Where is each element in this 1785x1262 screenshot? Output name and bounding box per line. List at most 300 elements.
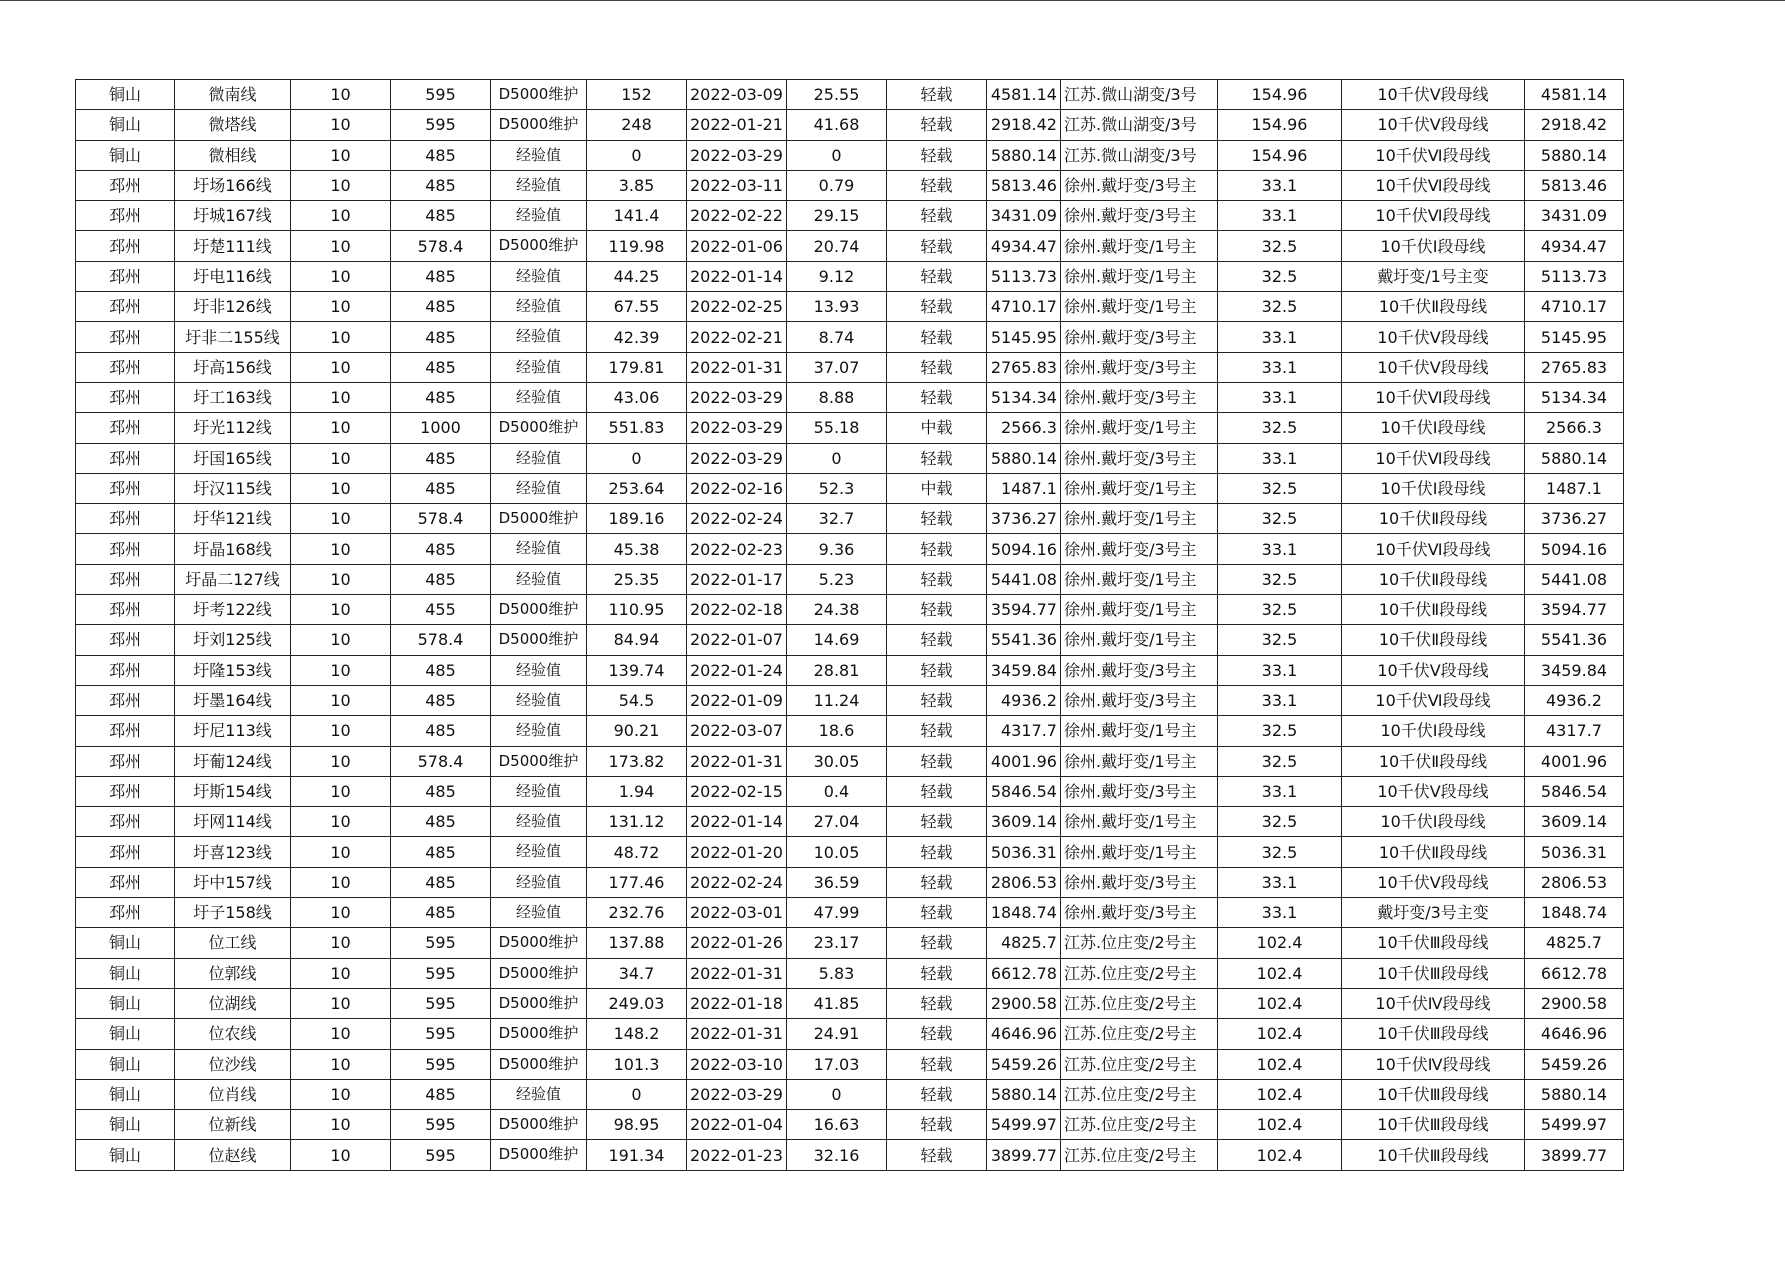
- cell-current: 101.3: [587, 1049, 687, 1079]
- cell-load-rate: 24.91: [786, 1019, 886, 1049]
- cell-available-capacity: 5459.26: [1524, 1049, 1623, 1079]
- cell-load-status: 轻载: [886, 837, 986, 867]
- cell-voltage: 10: [291, 988, 391, 1018]
- cell-current: 67.55: [587, 292, 687, 322]
- cell-transformer-value: 32.5: [1217, 473, 1341, 503]
- cell-margin: 5145.95: [986, 322, 1060, 352]
- table-row: [76, 807, 1624, 837]
- cell-rated-current: 485: [391, 898, 491, 928]
- cell-voltage: 10: [291, 443, 391, 473]
- cell-current: 45.38: [587, 534, 687, 564]
- cell-available-capacity: 3609.14: [1524, 807, 1623, 837]
- cell-substation: 江苏.微山湖变/3号: [1060, 110, 1217, 140]
- cell-bus-section: 10千伏Ⅱ段母线: [1341, 837, 1524, 867]
- cell-substation: 徐州.戴圩变/1号主: [1060, 625, 1217, 655]
- cell-data-source: 经验值: [491, 201, 587, 231]
- page-top-rule: [0, 0, 1785, 1]
- cell-region: 铜山: [76, 958, 175, 988]
- cell-line-name: 圩非二155线: [175, 322, 291, 352]
- cell-margin: 2765.83: [986, 352, 1060, 382]
- cell-substation: 徐州.戴圩变/3号主: [1060, 776, 1217, 806]
- cell-bus-section: 10千伏Ⅱ段母线: [1341, 292, 1524, 322]
- cell-data-source: 经验值: [491, 898, 587, 928]
- cell-available-capacity: 5134.34: [1524, 382, 1623, 412]
- cell-load-rate: 16.63: [786, 1110, 886, 1140]
- cell-margin: 4317.7: [986, 716, 1060, 746]
- cell-load-rate: 27.04: [786, 807, 886, 837]
- cell-date: 2022-02-16: [687, 473, 787, 503]
- cell-substation: 江苏.位庄变/2号主: [1060, 1079, 1217, 1109]
- cell-transformer-value: 32.5: [1217, 837, 1341, 867]
- cell-transformer-value: 33.1: [1217, 443, 1341, 473]
- cell-region: 邳州: [76, 473, 175, 503]
- cell-date: 2022-01-31: [687, 958, 787, 988]
- cell-current: 25.35: [587, 564, 687, 594]
- cell-load-rate: 5.83: [786, 958, 886, 988]
- cell-voltage: 10: [291, 716, 391, 746]
- cell-substation: 徐州.戴圩变/3号主: [1060, 867, 1217, 897]
- cell-substation: 徐州.戴圩变/1号主: [1060, 837, 1217, 867]
- cell-data-source: D5000维护: [491, 1140, 587, 1170]
- cell-available-capacity: 5036.31: [1524, 837, 1623, 867]
- cell-rated-current: 485: [391, 807, 491, 837]
- cell-margin: 2566.3: [986, 413, 1060, 443]
- cell-data-source: D5000维护: [491, 413, 587, 443]
- cell-voltage: 10: [291, 201, 391, 231]
- cell-rated-current: 455: [391, 595, 491, 625]
- cell-line-name: 微塔线: [175, 110, 291, 140]
- cell-voltage: 10: [291, 534, 391, 564]
- cell-line-name: 圩子158线: [175, 898, 291, 928]
- cell-data-source: D5000维护: [491, 928, 587, 958]
- cell-transformer-value: 32.5: [1217, 292, 1341, 322]
- cell-available-capacity: 4317.7: [1524, 716, 1623, 746]
- cell-transformer-value: 32.5: [1217, 261, 1341, 291]
- cell-available-capacity: 5113.73: [1524, 261, 1623, 291]
- cell-line-name: 圩汉115线: [175, 473, 291, 503]
- cell-current: 90.21: [587, 716, 687, 746]
- cell-margin: 5134.34: [986, 382, 1060, 412]
- cell-transformer-value: 154.96: [1217, 110, 1341, 140]
- cell-available-capacity: 4001.96: [1524, 746, 1623, 776]
- cell-load-rate: 32.7: [786, 504, 886, 534]
- table-row: [76, 140, 1624, 170]
- cell-date: 2022-02-23: [687, 534, 787, 564]
- cell-current: 131.12: [587, 807, 687, 837]
- cell-current: 191.34: [587, 1140, 687, 1170]
- cell-bus-section: 10千伏Ⅲ段母线: [1341, 1110, 1524, 1140]
- cell-load-status: 轻载: [886, 625, 986, 655]
- cell-transformer-value: 33.1: [1217, 867, 1341, 897]
- cell-rated-current: 485: [391, 443, 491, 473]
- cell-data-source: 经验值: [491, 443, 587, 473]
- cell-bus-section: 10千伏Ⅴ段母线: [1341, 322, 1524, 352]
- cell-bus-section: 10千伏Ⅴ段母线: [1341, 352, 1524, 382]
- cell-margin: 3609.14: [986, 807, 1060, 837]
- cell-date: 2022-02-24: [687, 504, 787, 534]
- cell-available-capacity: 3899.77: [1524, 1140, 1623, 1170]
- cell-load-status: 轻载: [886, 382, 986, 412]
- cell-transformer-value: 33.1: [1217, 201, 1341, 231]
- cell-voltage: 10: [291, 1079, 391, 1109]
- cell-available-capacity: 5499.97: [1524, 1110, 1623, 1140]
- cell-margin: 6612.78: [986, 958, 1060, 988]
- cell-load-status: 轻载: [886, 595, 986, 625]
- cell-date: 2022-01-24: [687, 655, 787, 685]
- cell-substation: 徐州.戴圩变/1号主: [1060, 716, 1217, 746]
- cell-rated-current: 485: [391, 776, 491, 806]
- cell-load-status: 轻载: [886, 80, 986, 110]
- table-row: [76, 201, 1624, 231]
- cell-load-rate: 29.15: [786, 201, 886, 231]
- cell-available-capacity: 4710.17: [1524, 292, 1623, 322]
- cell-date: 2022-02-22: [687, 201, 787, 231]
- cell-transformer-value: 32.5: [1217, 413, 1341, 443]
- cell-voltage: 10: [291, 928, 391, 958]
- cell-load-status: 轻载: [886, 1019, 986, 1049]
- cell-date: 2022-03-29: [687, 382, 787, 412]
- cell-voltage: 10: [291, 110, 391, 140]
- cell-substation: 徐州.戴圩变/3号主: [1060, 685, 1217, 715]
- cell-available-capacity: 4581.14: [1524, 80, 1623, 110]
- cell-date: 2022-01-31: [687, 746, 787, 776]
- cell-bus-section: 10千伏Ⅰ段母线: [1341, 231, 1524, 261]
- cell-bus-section: 10千伏Ⅱ段母线: [1341, 595, 1524, 625]
- cell-region: 铜山: [76, 1140, 175, 1170]
- table-row: [76, 898, 1624, 928]
- cell-date: 2022-03-29: [687, 413, 787, 443]
- cell-load-rate: 0: [786, 1079, 886, 1109]
- cell-rated-current: 578.4: [391, 231, 491, 261]
- cell-bus-section: 10千伏Ⅵ段母线: [1341, 685, 1524, 715]
- cell-line-name: 圩刘125线: [175, 625, 291, 655]
- cell-line-name: 圩考122线: [175, 595, 291, 625]
- cell-available-capacity: 3594.77: [1524, 595, 1623, 625]
- cell-transformer-value: 33.1: [1217, 352, 1341, 382]
- cell-margin: 1487.1: [986, 473, 1060, 503]
- cell-rated-current: 485: [391, 867, 491, 897]
- cell-bus-section: 10千伏Ⅰ段母线: [1341, 716, 1524, 746]
- cell-rated-current: 578.4: [391, 746, 491, 776]
- cell-date: 2022-03-29: [687, 140, 787, 170]
- cell-substation: 徐州.戴圩变/1号主: [1060, 413, 1217, 443]
- cell-margin: 4581.14: [986, 80, 1060, 110]
- cell-bus-section: 10千伏Ⅱ段母线: [1341, 504, 1524, 534]
- cell-current: 119.98: [587, 231, 687, 261]
- cell-region: 邳州: [76, 898, 175, 928]
- cell-data-source: D5000维护: [491, 110, 587, 140]
- cell-rated-current: 595: [391, 988, 491, 1018]
- cell-rated-current: 485: [391, 655, 491, 685]
- cell-line-name: 圩网114线: [175, 807, 291, 837]
- cell-bus-section: 10千伏Ⅲ段母线: [1341, 1019, 1524, 1049]
- cell-available-capacity: 3459.84: [1524, 655, 1623, 685]
- cell-region: 邳州: [76, 716, 175, 746]
- cell-load-status: 轻载: [886, 958, 986, 988]
- cell-data-source: 经验值: [491, 1079, 587, 1109]
- cell-data-source: 经验值: [491, 685, 587, 715]
- cell-line-name: 圩中157线: [175, 867, 291, 897]
- table-row: [76, 261, 1624, 291]
- cell-margin: 2806.53: [986, 867, 1060, 897]
- cell-rated-current: 485: [391, 716, 491, 746]
- cell-bus-section: 10千伏Ⅲ段母线: [1341, 958, 1524, 988]
- cell-rated-current: 578.4: [391, 625, 491, 655]
- cell-margin: 4825.7: [986, 928, 1060, 958]
- cell-margin: 5813.46: [986, 170, 1060, 200]
- cell-date: 2022-02-24: [687, 867, 787, 897]
- cell-substation: 徐州.戴圩变/3号主: [1060, 443, 1217, 473]
- cell-rated-current: 595: [391, 80, 491, 110]
- cell-load-status: 轻载: [886, 1049, 986, 1079]
- cell-transformer-value: 102.4: [1217, 928, 1341, 958]
- cell-voltage: 10: [291, 685, 391, 715]
- cell-substation: 徐州.戴圩变/1号主: [1060, 746, 1217, 776]
- cell-available-capacity: 5880.14: [1524, 140, 1623, 170]
- cell-transformer-value: 33.1: [1217, 776, 1341, 806]
- table-row: [76, 443, 1624, 473]
- cell-line-name: 圩葡124线: [175, 746, 291, 776]
- cell-region: 铜山: [76, 110, 175, 140]
- cell-data-source: 经验值: [491, 261, 587, 291]
- table-row: [76, 170, 1624, 200]
- cell-rated-current: 485: [391, 261, 491, 291]
- cell-rated-current: 485: [391, 1079, 491, 1109]
- cell-transformer-value: 32.5: [1217, 564, 1341, 594]
- cell-load-status: 轻载: [886, 140, 986, 170]
- cell-current: 177.46: [587, 867, 687, 897]
- cell-voltage: 10: [291, 80, 391, 110]
- cell-load-status: 轻载: [886, 928, 986, 958]
- cell-voltage: 10: [291, 837, 391, 867]
- cell-load-rate: 0: [786, 140, 886, 170]
- cell-margin: 3431.09: [986, 201, 1060, 231]
- cell-date: 2022-03-11: [687, 170, 787, 200]
- cell-substation: 徐州.戴圩变/3号主: [1060, 352, 1217, 382]
- cell-load-rate: 5.23: [786, 564, 886, 594]
- cell-voltage: 10: [291, 473, 391, 503]
- cell-substation: 江苏.位庄变/2号主: [1060, 1110, 1217, 1140]
- cell-voltage: 10: [291, 231, 391, 261]
- cell-voltage: 10: [291, 504, 391, 534]
- cell-transformer-value: 33.1: [1217, 898, 1341, 928]
- cell-rated-current: 595: [391, 1049, 491, 1079]
- cell-region: 铜山: [76, 988, 175, 1018]
- cell-region: 铜山: [76, 928, 175, 958]
- cell-voltage: 10: [291, 170, 391, 200]
- cell-current: 0: [587, 443, 687, 473]
- cell-data-source: 经验值: [491, 837, 587, 867]
- cell-load-rate: 17.03: [786, 1049, 886, 1079]
- cell-data-source: D5000维护: [491, 746, 587, 776]
- cell-load-status: 轻载: [886, 110, 986, 140]
- cell-transformer-value: 33.1: [1217, 534, 1341, 564]
- table-row: [76, 776, 1624, 806]
- cell-date: 2022-03-01: [687, 898, 787, 928]
- cell-line-name: 圩高156线: [175, 352, 291, 382]
- cell-bus-section: 10千伏Ⅴ段母线: [1341, 655, 1524, 685]
- cell-transformer-value: 33.1: [1217, 170, 1341, 200]
- cell-available-capacity: 1487.1: [1524, 473, 1623, 503]
- cell-rated-current: 1000: [391, 413, 491, 443]
- cell-region: 邳州: [76, 655, 175, 685]
- cell-voltage: 10: [291, 898, 391, 928]
- cell-region: 铜山: [76, 80, 175, 110]
- cell-data-source: 经验值: [491, 170, 587, 200]
- cell-bus-section: 10千伏Ⅵ段母线: [1341, 140, 1524, 170]
- cell-date: 2022-01-04: [687, 1110, 787, 1140]
- cell-load-status: 轻载: [886, 352, 986, 382]
- cell-date: 2022-01-26: [687, 928, 787, 958]
- cell-region: 邳州: [76, 292, 175, 322]
- cell-load-rate: 36.59: [786, 867, 886, 897]
- table-row: [76, 1079, 1624, 1109]
- cell-available-capacity: 5541.36: [1524, 625, 1623, 655]
- cell-bus-section: 10千伏Ⅰ段母线: [1341, 473, 1524, 503]
- cell-available-capacity: 5441.08: [1524, 564, 1623, 594]
- table-row: [76, 655, 1624, 685]
- cell-bus-section: 10千伏Ⅵ段母线: [1341, 443, 1524, 473]
- cell-load-rate: 14.69: [786, 625, 886, 655]
- cell-region: 邳州: [76, 746, 175, 776]
- cell-data-source: D5000维护: [491, 988, 587, 1018]
- cell-date: 2022-02-15: [687, 776, 787, 806]
- cell-current: 148.2: [587, 1019, 687, 1049]
- cell-line-name: 位郭线: [175, 958, 291, 988]
- cell-line-name: 圩城167线: [175, 201, 291, 231]
- cell-region: 铜山: [76, 140, 175, 170]
- cell-load-status: 轻载: [886, 746, 986, 776]
- cell-voltage: 10: [291, 261, 391, 291]
- cell-transformer-value: 102.4: [1217, 988, 1341, 1018]
- table-row: [76, 1140, 1624, 1170]
- cell-line-name: 圩尼113线: [175, 716, 291, 746]
- cell-bus-section: 10千伏Ⅰ段母线: [1341, 807, 1524, 837]
- cell-line-name: 位肖线: [175, 1079, 291, 1109]
- cell-current: 249.03: [587, 988, 687, 1018]
- cell-transformer-value: 102.4: [1217, 1140, 1341, 1170]
- cell-substation: 徐州.戴圩变/1号主: [1060, 595, 1217, 625]
- cell-date: 2022-01-17: [687, 564, 787, 594]
- cell-load-rate: 8.74: [786, 322, 886, 352]
- cell-substation: 江苏.微山湖变/3号: [1060, 80, 1217, 110]
- cell-load-status: 轻载: [886, 1110, 986, 1140]
- cell-load-rate: 30.05: [786, 746, 886, 776]
- table-row: [76, 80, 1624, 110]
- cell-region: 邳州: [76, 776, 175, 806]
- cell-voltage: 10: [291, 958, 391, 988]
- cell-margin: 5441.08: [986, 564, 1060, 594]
- cell-voltage: 10: [291, 746, 391, 776]
- cell-data-source: D5000维护: [491, 80, 587, 110]
- table-row: [76, 1049, 1624, 1079]
- cell-rated-current: 595: [391, 110, 491, 140]
- cell-available-capacity: 4936.2: [1524, 685, 1623, 715]
- cell-load-status: 轻载: [886, 292, 986, 322]
- cell-data-source: D5000维护: [491, 231, 587, 261]
- cell-transformer-value: 33.1: [1217, 685, 1341, 715]
- cell-transformer-value: 32.5: [1217, 625, 1341, 655]
- cell-margin: 1848.74: [986, 898, 1060, 928]
- cell-current: 84.94: [587, 625, 687, 655]
- cell-load-rate: 13.93: [786, 292, 886, 322]
- cell-substation: 江苏.位庄变/2号主: [1060, 1019, 1217, 1049]
- cell-load-rate: 8.88: [786, 382, 886, 412]
- cell-load-status: 轻载: [886, 231, 986, 261]
- cell-margin: 5113.73: [986, 261, 1060, 291]
- cell-load-status: 轻载: [886, 261, 986, 291]
- cell-line-name: 圩工163线: [175, 382, 291, 412]
- cell-load-status: 轻载: [886, 322, 986, 352]
- cell-date: 2022-01-18: [687, 988, 787, 1018]
- cell-data-source: D5000维护: [491, 595, 587, 625]
- cell-available-capacity: 6612.78: [1524, 958, 1623, 988]
- cell-region: 邳州: [76, 352, 175, 382]
- cell-transformer-value: 102.4: [1217, 1079, 1341, 1109]
- cell-date: 2022-03-10: [687, 1049, 787, 1079]
- cell-margin: 5846.54: [986, 776, 1060, 806]
- cell-data-source: 经验值: [491, 292, 587, 322]
- table-row: [76, 352, 1624, 382]
- table-row: [76, 746, 1624, 776]
- cell-date: 2022-01-23: [687, 1140, 787, 1170]
- cell-load-status: 轻载: [886, 655, 986, 685]
- table-row: [76, 685, 1624, 715]
- cell-substation: 徐州.戴圩变/3号主: [1060, 170, 1217, 200]
- cell-current: 551.83: [587, 413, 687, 443]
- cell-rated-current: 485: [391, 292, 491, 322]
- cell-voltage: 10: [291, 1049, 391, 1079]
- cell-region: 邳州: [76, 534, 175, 564]
- cell-margin: 2918.42: [986, 110, 1060, 140]
- cell-region: 邳州: [76, 261, 175, 291]
- cell-load-status: 中载: [886, 473, 986, 503]
- cell-available-capacity: 5880.14: [1524, 1079, 1623, 1109]
- cell-bus-section: 10千伏Ⅱ段母线: [1341, 564, 1524, 594]
- cell-bus-section: 10千伏Ⅲ段母线: [1341, 928, 1524, 958]
- cell-date: 2022-01-09: [687, 685, 787, 715]
- cell-region: 铜山: [76, 1019, 175, 1049]
- cell-bus-section: 10千伏Ⅱ段母线: [1341, 625, 1524, 655]
- cell-date: 2022-01-07: [687, 625, 787, 655]
- cell-margin: 5880.14: [986, 140, 1060, 170]
- cell-transformer-value: 102.4: [1217, 1019, 1341, 1049]
- cell-rated-current: 485: [391, 473, 491, 503]
- cell-data-source: 经验值: [491, 716, 587, 746]
- table-row: [76, 1019, 1624, 1049]
- cell-date: 2022-01-20: [687, 837, 787, 867]
- cell-margin: 3594.77: [986, 595, 1060, 625]
- cell-substation: 徐州.戴圩变/1号主: [1060, 231, 1217, 261]
- cell-current: 232.76: [587, 898, 687, 928]
- cell-substation: 徐州.戴圩变/3号主: [1060, 898, 1217, 928]
- cell-transformer-value: 32.5: [1217, 807, 1341, 837]
- cell-data-source: 经验值: [491, 564, 587, 594]
- cell-rated-current: 485: [391, 382, 491, 412]
- cell-bus-section: 10千伏Ⅲ段母线: [1341, 1140, 1524, 1170]
- cell-region: 邳州: [76, 322, 175, 352]
- cell-bus-section: 10千伏Ⅵ段母线: [1341, 201, 1524, 231]
- cell-available-capacity: 4646.96: [1524, 1019, 1623, 1049]
- cell-data-source: 经验值: [491, 776, 587, 806]
- table-row: [76, 928, 1624, 958]
- cell-margin: 5459.26: [986, 1049, 1060, 1079]
- cell-line-name: 圩喜123线: [175, 837, 291, 867]
- cell-available-capacity: 2918.42: [1524, 110, 1623, 140]
- cell-region: 铜山: [76, 1079, 175, 1109]
- cell-load-rate: 55.18: [786, 413, 886, 443]
- cell-date: 2022-01-14: [687, 261, 787, 291]
